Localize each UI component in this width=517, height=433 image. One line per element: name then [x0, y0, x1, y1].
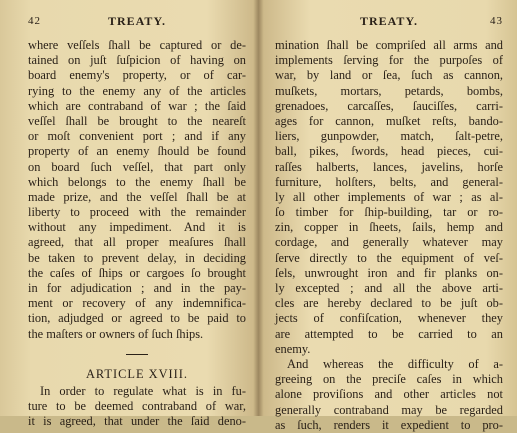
right-running-title: TREATY.	[359, 14, 419, 28]
section-divider	[126, 354, 148, 355]
text-line: on board ſuch veſſel, that part only	[28, 159, 246, 174]
text-line: ture to be deemed contraband of war,	[28, 398, 246, 413]
text-line: In order to regulate what is in fu-	[40, 383, 246, 398]
text-line: as ſuch, renders it expedient to pro-	[275, 417, 503, 432]
text-line: be taken to prevent delay, in deciding	[28, 250, 246, 265]
text-line: war, by land or ſea, ſuch as cannon,	[275, 68, 503, 83]
text-line: tained on juſt ſuſpicion of having on	[28, 53, 246, 68]
text-line: And whereas the difficulty of a-	[287, 356, 503, 371]
text-line: without any impediment. And it is	[28, 220, 246, 235]
text-line: ſels, unwrought iron and fir planks on-	[275, 265, 503, 280]
left-page-number: 42	[28, 15, 41, 27]
text-line: raſſes halberts, lances, javelins, horſe	[275, 159, 503, 174]
text-line: furniture, holſters, belts, and general-	[275, 174, 503, 189]
text-line: cordage, and generally whatever may	[275, 235, 503, 250]
article-heading: ARTICLE XVIII.	[85, 366, 189, 381]
text-line: the caſes of ſhips or cargoes ſo brought	[28, 265, 246, 280]
text-line: ball, pikes, ſwords, head pieces, cui-	[275, 144, 503, 159]
text-line: enemy.	[275, 341, 311, 356]
text-line: muſkets, mortars, petards, bombs,	[275, 83, 503, 98]
text-line: ly all other implements of war ; as al-	[275, 189, 503, 204]
text-line: agreed, that all proper meaſures ſhall	[28, 235, 246, 250]
text-line: tion, adjudged or agreed to be paid to	[28, 311, 246, 326]
text-line: mination ſhall be compriſed all arms and	[275, 38, 503, 52]
text-line: rying to the enemy any of the articles	[28, 83, 246, 98]
left-running-title: TREATY.	[107, 14, 167, 28]
text-line: cles are hereby declared to be juſt ob-	[275, 296, 503, 311]
text-line: veſſel ſhall be brought to the neareſt	[28, 113, 246, 128]
right-running-head	[275, 14, 503, 36]
left-running-head	[28, 14, 246, 36]
text-line: jects of confiſcation, whenever they	[275, 311, 503, 326]
text-line: it is agreed, that under the ſaid deno-	[28, 414, 246, 429]
text-line: alone proviſions and other articles not	[275, 387, 503, 402]
text-line: which belongs to the enemy ſhall be	[28, 174, 246, 189]
text-line: liberty to proceed with the remainder	[28, 205, 246, 220]
right-body-text	[275, 38, 503, 433]
text-line: ly excepted ; and all the above arti-	[275, 281, 503, 295]
text-line: the maſters or owners of ſuch ſhips.	[28, 326, 204, 341]
text-line: grenadoes, carcaſſes, ſauciſſes, carri-	[275, 98, 503, 113]
text-line: are attempted to be carried to an	[275, 326, 503, 341]
text-line: ages for cannon, muſket reſts, bando-	[275, 113, 503, 128]
text-line: ſo timber for ſhip-building, tar or ro-	[275, 205, 503, 220]
text-line: zin, copper in ſheets, ſails, hemp and	[275, 220, 503, 235]
text-line: which are contraband of war ; the ſaid	[28, 98, 246, 113]
article-body-text	[28, 384, 246, 430]
text-line: generally contraband may be regarded	[275, 402, 503, 417]
text-line: property of an enemy ſhould be found	[28, 144, 246, 159]
text-line: or moſt convenient port ; and if any	[28, 129, 246, 144]
text-line: where veſſels ſhall be captured or de-	[28, 38, 246, 52]
text-line: board enemy's property, or of car-	[28, 68, 246, 83]
left-body-text	[28, 38, 246, 342]
text-line: ſerve directly to the equipment of veſ-	[275, 250, 503, 265]
right-page-number: 43	[490, 15, 503, 27]
text-line: in for adjudication ; and in the pay-	[28, 281, 246, 295]
text-line: ment or recovery of any indemnifica-	[28, 296, 246, 311]
text-line: made prize, and the veſſel ſhall be at	[28, 189, 246, 204]
text-line: liers, gunpowder, match, ſalt-petre,	[275, 129, 503, 144]
text-line: implements ſerving for the purpoſes of	[275, 53, 503, 68]
text-line: greeing on the preciſe caſes in which	[275, 372, 503, 387]
left-page	[0, 0, 258, 429]
right-page	[259, 0, 517, 432]
